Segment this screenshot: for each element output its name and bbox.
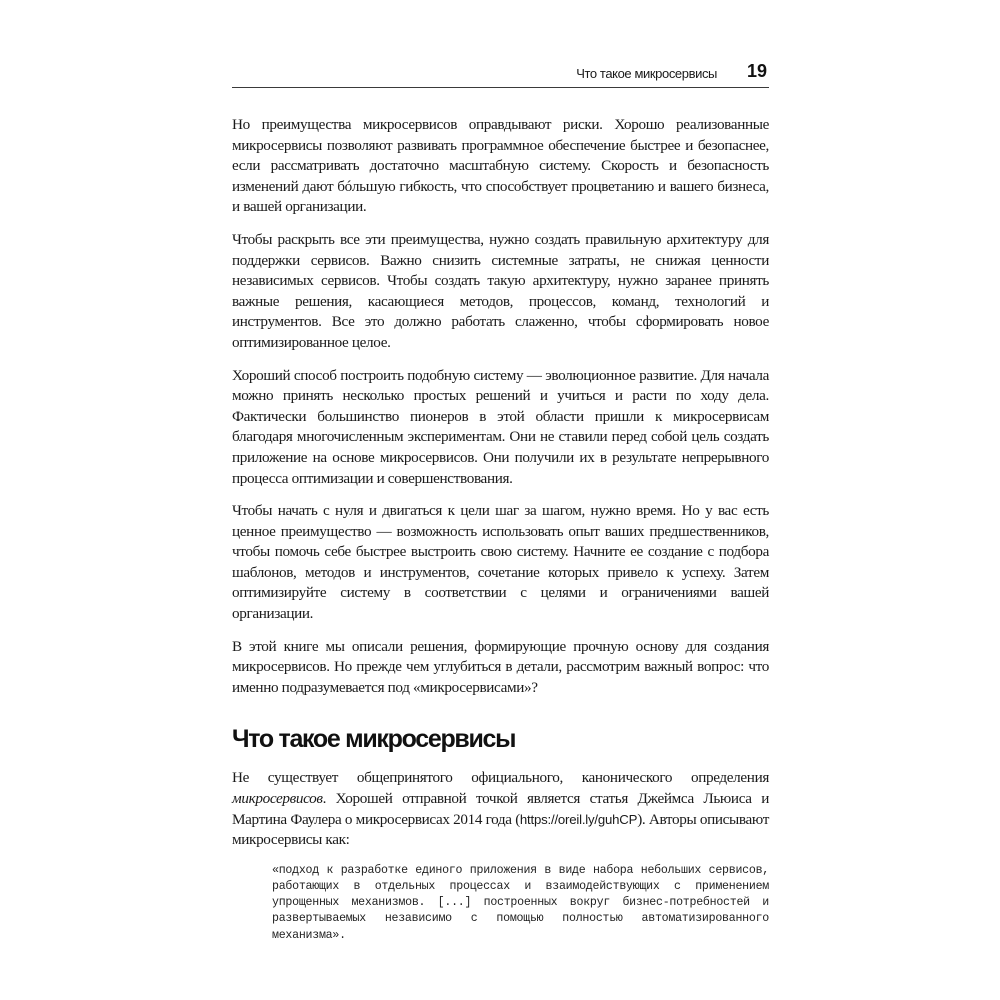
definition-quote: «подход к разработке единого приложения в виде набора небольших сервисов, работающих в отдельных процессах и взаимодействующих с применением упрощенных механизмов. [...] построенных вокруг бизнес-потребностей и развертываемых независимо с помощью полностью автоматизированного механизма». (272, 863, 769, 942)
intro-text-1: Не существует общепринятого официального, канонического определения (232, 769, 769, 787)
body-paragraph-4: Чтобы начать с нуля и двигаться к цели шаг за шагом, нужно время. Но у вас есть ценное преимущество — возможность использовать опыт ваших предшественников, чтобы помочь себе быстрее выстроить свою систему. Начните ее создание с подбора шаблонов, методов и инструментов, сочетание которых привело к успеху. Затем оптимизируйте систему в соответствии с целями и ограничениями вашей организации. (232, 502, 769, 623)
intro-text-3: ). Авторы описывают микросервисы как: (232, 810, 769, 849)
running-header (232, 60, 769, 88)
page-number: 19 (746, 61, 767, 81)
body-paragraph-1: Но преимущества микросервисов оправдывают риски. Хорошо реализованные микросервисы позволяют развивать программное обеспечение быстрее и безопаснее, если рассматривать достаточно масштабную систему. Скорость и безопасность изменений дают бóльшую гибкость, что способствует процветанию и вашего бизнеса, и вашей организации. (232, 116, 769, 216)
section-intro-paragraph (232, 768, 769, 850)
page-body (232, 115, 769, 944)
running-title: Что такое микросервисы (576, 66, 717, 81)
article-link[interactable]: https://oreil.ly/guhCP (519, 811, 638, 827)
section-heading: Что такое микросервисы (232, 725, 516, 754)
body-paragraph-3: Хороший способ построить подобную систему — эволюционное развитие. Для начала можно принять несколько простых решений и учиться и расти по ходу дела. Фактически большинство пионеров в этой области пришли к микросервисам благодаря многочисленным экспериментам. Они не ставили перед собой цель создать приложение на основе микросервисов. Они получили их в результате непрерывного процесса оптимизации и совершенствования. (232, 366, 769, 487)
body-paragraph-2: Чтобы раскрыть все эти преимущества, нужно создать правильную архитектуру для поддержки сервисов. Важно снизить системные затраты, не снижая ценности независимых сервисов. Чтобы создать такую архитектуру, нужно заранее принять важные решения, касающиеся методов, процессов, команд, технологий и инструментов. Все это должно работать слаженно, чтобы сформировать новое оптимизированное целое. (232, 230, 769, 351)
intro-emphasis: микросервисов (232, 790, 323, 808)
body-paragraph-5: В этой книге мы описали решения, формирующие прочную основу для создания микросервисов. Но прежде чем углубиться в детали, рассмотрим важный вопрос: что именно подразумевается под «микросервисами»? (232, 637, 769, 696)
intro-text-2: . Хорошей отправной точкой является статья Джеймса Льюиса и Мартина Фаулера о микросервисах 2014 года ( (232, 790, 769, 828)
